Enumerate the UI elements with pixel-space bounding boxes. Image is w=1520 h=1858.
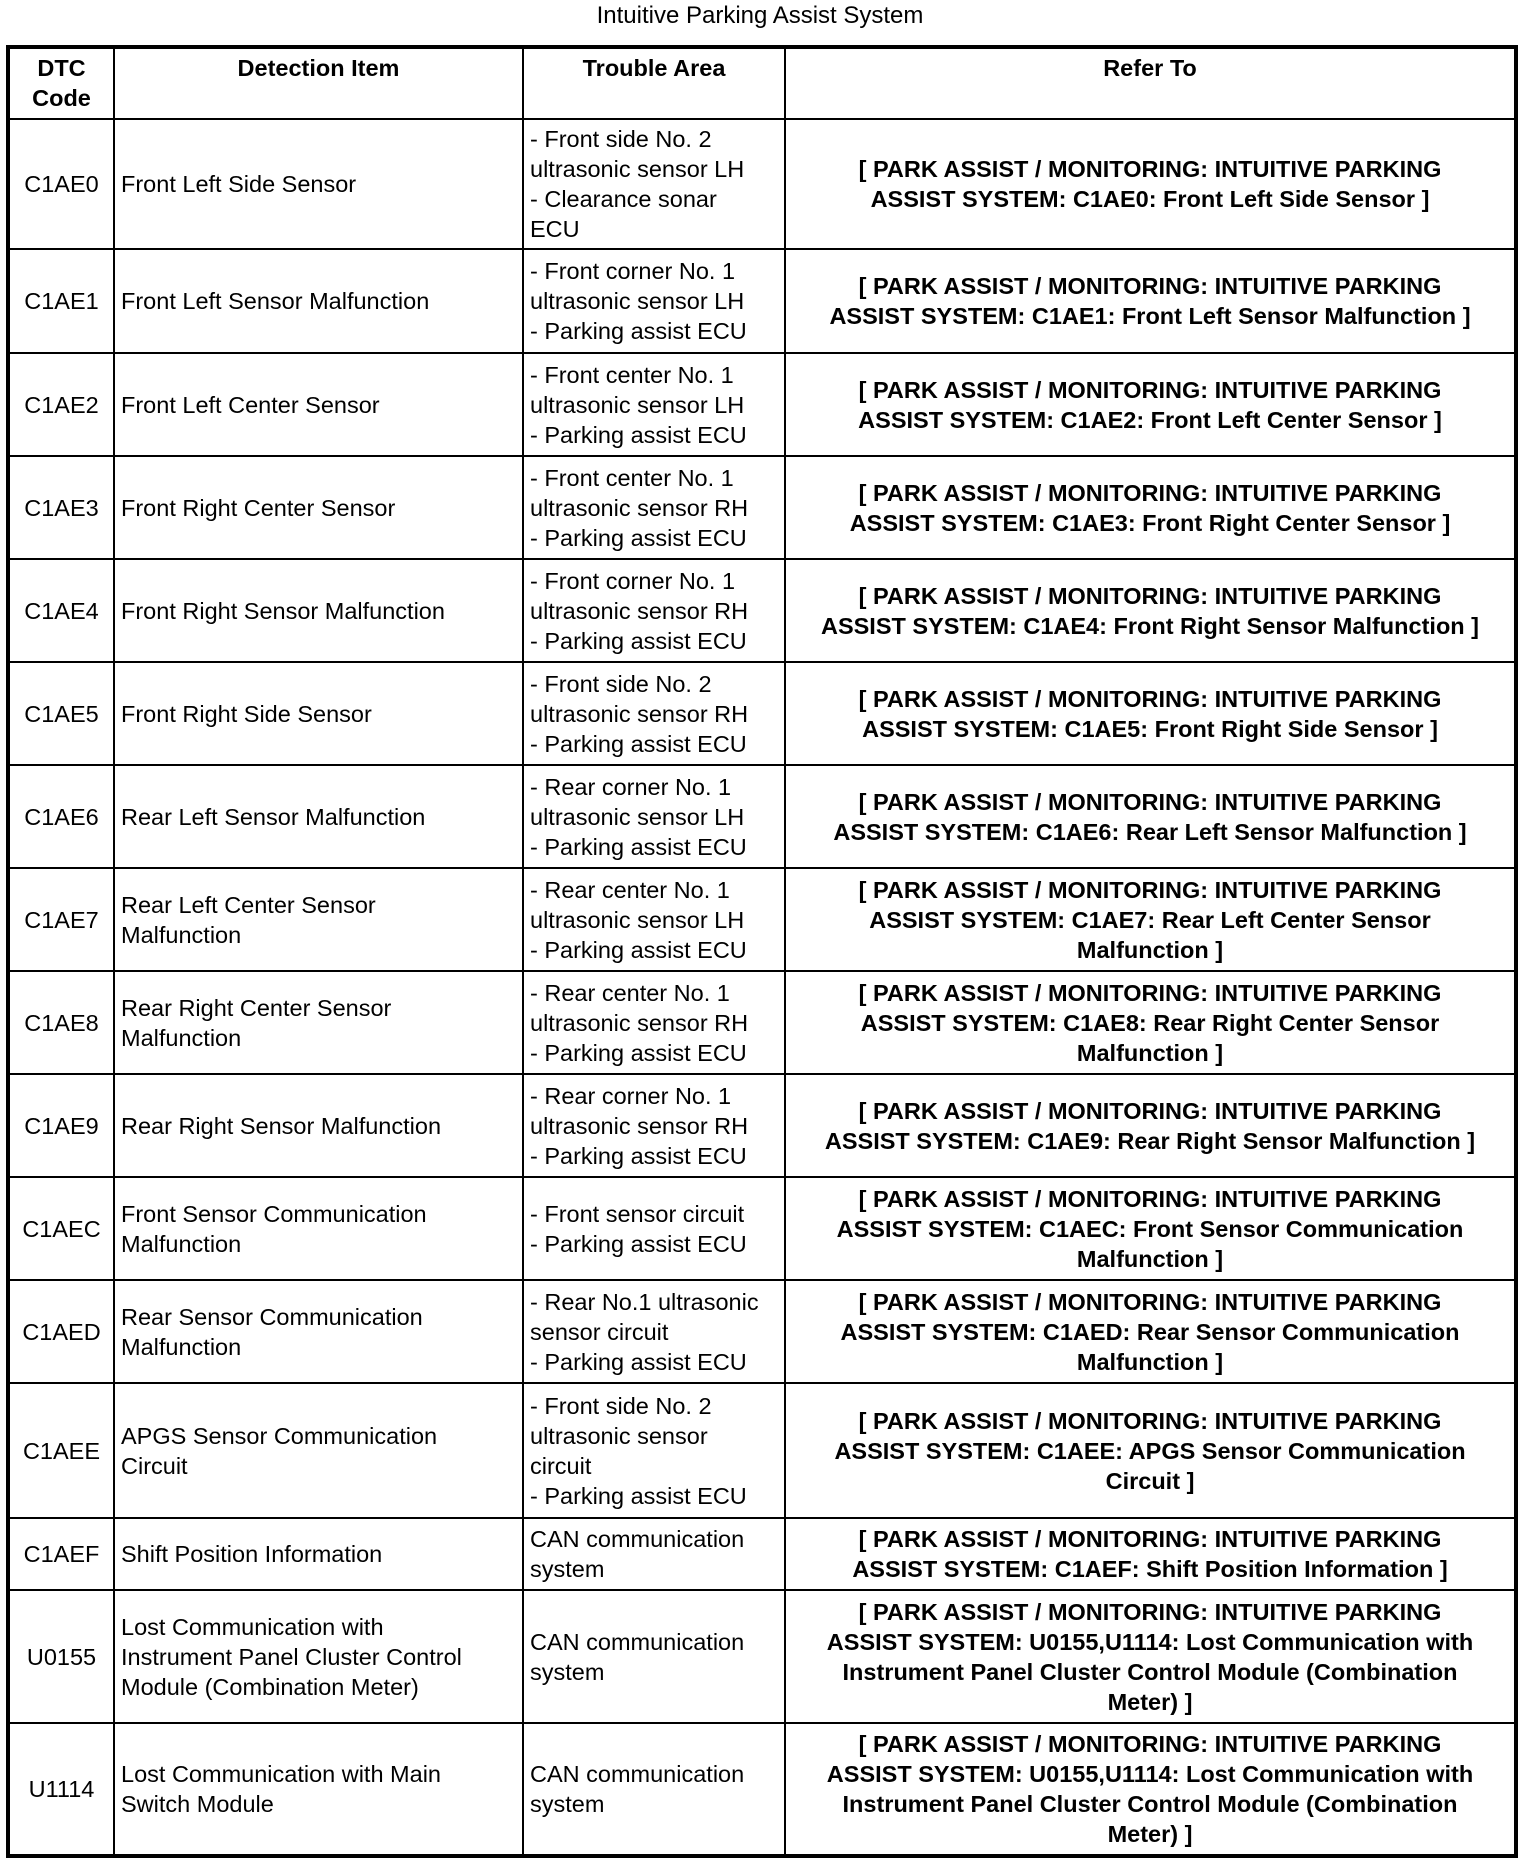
refer-to-line: Malfunction ] bbox=[1076, 1245, 1224, 1272]
detection-item-cell bbox=[114, 765, 523, 868]
refer-to-line: ASSIST SYSTEM: C1AE2: Front Left Center Sensor ] bbox=[858, 406, 1442, 433]
refer-to-line: ASSIST SYSTEM: C1AE0: Front Left Side Sensor ] bbox=[870, 186, 1430, 212]
trouble-area-line: - Parking assist ECU bbox=[530, 730, 747, 757]
trouble-area-line: ECU bbox=[530, 216, 580, 242]
header-row bbox=[8, 47, 1516, 119]
trouble-area-cell bbox=[523, 456, 785, 559]
trouble-area-line: - Parking assist ECU bbox=[530, 318, 747, 344]
trouble-area-line: ultrasonic sensor LH bbox=[530, 803, 745, 830]
refer-to-line: ASSIST SYSTEM: C1AEC: Front Sensor Communication bbox=[836, 1215, 1464, 1242]
dtc-code-cell: U1114 bbox=[8, 1723, 114, 1856]
detection-item-line: Shift Position Information bbox=[121, 1541, 383, 1567]
detection-item-cell bbox=[114, 1280, 523, 1383]
refer-to-cell bbox=[785, 456, 1516, 559]
trouble-area-cell bbox=[523, 249, 785, 353]
refer-to-line: [ PARK ASSIST / MONITORING: INTUITIVE PARKING bbox=[858, 685, 1442, 712]
trouble-area-line: ultrasonic sensor LH bbox=[530, 288, 745, 314]
detection-item-line: Front Right Center Sensor bbox=[121, 494, 396, 521]
refer-to-line: Meter) ] bbox=[1107, 1821, 1193, 1847]
refer-to-line: ASSIST SYSTEM: C1AE5: Front Right Side Sensor ] bbox=[862, 715, 1438, 742]
refer-to-line: [ PARK ASSIST / MONITORING: INTUITIVE PARKING bbox=[858, 1526, 1442, 1552]
trouble-area-cell bbox=[523, 559, 785, 662]
dtc-code-cell: C1AE3 bbox=[8, 456, 114, 559]
refer-to-line: [ PARK ASSIST / MONITORING: INTUITIVE PARKING bbox=[858, 1407, 1442, 1434]
detection-item-line: Front Left Center Sensor bbox=[121, 391, 380, 418]
detection-item-cell bbox=[114, 119, 523, 249]
refer-to-cell bbox=[785, 1280, 1516, 1383]
dtc-code-cell: C1AE2 bbox=[8, 353, 114, 456]
refer-to-line: ASSIST SYSTEM: C1AE8: Rear Right Center Sensor bbox=[860, 1009, 1440, 1036]
trouble-area-line: - Rear No.1 ultrasonic bbox=[530, 1288, 759, 1315]
dtc-code-cell: C1AE1 bbox=[8, 249, 114, 353]
detection-item-cell bbox=[114, 1177, 523, 1280]
table-body bbox=[8, 119, 1516, 1856]
detection-item-line: Front Sensor Communication bbox=[121, 1200, 427, 1227]
detection-item-line: Malfunction bbox=[121, 921, 242, 948]
detection-item-line: Lost Communication with Main bbox=[121, 1761, 441, 1787]
refer-to-cell bbox=[785, 765, 1516, 868]
trouble-area-line: - Clearance sonar bbox=[530, 186, 717, 212]
trouble-area-line: CAN communication bbox=[530, 1526, 745, 1552]
trouble-area-line: - Front center No. 1 bbox=[530, 464, 734, 491]
trouble-area-line: - Parking assist ECU bbox=[530, 833, 747, 860]
detection-item-line: APGS Sensor Communication bbox=[121, 1422, 438, 1449]
refer-to-cell bbox=[785, 868, 1516, 971]
trouble-area-line: ultrasonic sensor LH bbox=[530, 906, 745, 933]
detection-item-line: Rear Left Sensor Malfunction bbox=[121, 803, 426, 830]
refer-to-line: ASSIST SYSTEM: C1AE1: Front Left Sensor Malfunction ] bbox=[829, 303, 1471, 329]
refer-to-line: ASSIST SYSTEM: C1AE4: Front Right Sensor Malfunction ] bbox=[820, 612, 1480, 639]
trouble-area-cell bbox=[523, 1280, 785, 1383]
detection-item-cell bbox=[114, 1590, 523, 1723]
refer-to-cell bbox=[785, 971, 1516, 1074]
dtc-code-cell: C1AE9 bbox=[8, 1074, 114, 1177]
trouble-area-line: ultrasonic sensor bbox=[530, 1422, 708, 1449]
table-row bbox=[8, 1590, 1516, 1723]
refer-to-line: Malfunction ] bbox=[1076, 1348, 1224, 1375]
table-row bbox=[8, 868, 1516, 971]
trouble-area-line: - Rear corner No. 1 bbox=[530, 1082, 732, 1109]
table-row bbox=[8, 559, 1516, 662]
table-row bbox=[8, 1518, 1516, 1590]
detection-item-line: Rear Left Center Sensor bbox=[121, 891, 376, 918]
dtc-code-cell: C1AE7 bbox=[8, 868, 114, 971]
trouble-area-cell bbox=[523, 119, 785, 249]
trouble-area-cell bbox=[523, 1177, 785, 1280]
refer-to-cell bbox=[785, 1723, 1516, 1856]
refer-to-line: ASSIST SYSTEM: U0155,U1114: Lost Communication with bbox=[826, 1761, 1474, 1787]
refer-to-line: [ PARK ASSIST / MONITORING: INTUITIVE PARKING bbox=[858, 479, 1442, 506]
dtc-code-cell: C1AEF bbox=[8, 1518, 114, 1590]
header-dtc-code bbox=[8, 47, 114, 119]
trouble-area-line: - Parking assist ECU bbox=[530, 1482, 747, 1509]
trouble-area-line: - Parking assist ECU bbox=[530, 1230, 747, 1257]
detection-item-cell bbox=[114, 662, 523, 765]
page-title: Intuitive Parking Assist System bbox=[596, 2, 924, 29]
trouble-area-cell bbox=[523, 1383, 785, 1518]
trouble-area-cell bbox=[523, 1590, 785, 1723]
trouble-area-line: - Rear center No. 1 bbox=[530, 876, 730, 903]
trouble-area-line: - Front center No. 1 bbox=[530, 361, 734, 388]
dtc-code-cell: C1AE8 bbox=[8, 971, 114, 1074]
refer-to-cell bbox=[785, 1074, 1516, 1177]
trouble-area-line: sensor circuit bbox=[530, 1318, 669, 1345]
detection-item-line: Module (Combination Meter) bbox=[121, 1673, 419, 1700]
dtc-code-cell: C1AE4 bbox=[8, 559, 114, 662]
table-row bbox=[8, 1177, 1516, 1280]
header-refer-to: Refer To bbox=[785, 47, 1516, 119]
trouble-area-cell bbox=[523, 765, 785, 868]
trouble-area-line: system bbox=[530, 1556, 605, 1582]
detection-item-line: Front Left Side Sensor bbox=[121, 171, 357, 197]
detection-item-line: Instrument Panel Cluster Control bbox=[121, 1643, 462, 1670]
refer-to-line: [ PARK ASSIST / MONITORING: INTUITIVE PARKING bbox=[858, 876, 1442, 903]
detection-item-cell bbox=[114, 249, 523, 353]
header-detection-item: Detection Item bbox=[114, 47, 523, 119]
refer-to-line: [ PARK ASSIST / MONITORING: INTUITIVE PARKING bbox=[858, 979, 1442, 1006]
refer-to-line: ASSIST SYSTEM: C1AEE: APGS Sensor Communication bbox=[834, 1437, 1466, 1464]
detection-item-line: Front Right Sensor Malfunction bbox=[121, 597, 445, 624]
trouble-area-line: ultrasonic sensor RH bbox=[530, 700, 749, 727]
trouble-area-line: - Rear corner No. 1 bbox=[530, 773, 732, 800]
refer-to-line: ASSIST SYSTEM: C1AED: Rear Sensor Communication bbox=[840, 1318, 1460, 1345]
refer-to-line: ASSIST SYSTEM: C1AE3: Front Right Center Sensor ] bbox=[849, 509, 1451, 536]
detection-item-cell bbox=[114, 868, 523, 971]
trouble-area-cell bbox=[523, 868, 785, 971]
refer-to-line: ASSIST SYSTEM: C1AE6: Rear Left Sensor Malfunction ] bbox=[833, 818, 1467, 845]
detection-item-cell bbox=[114, 559, 523, 662]
trouble-area-line: - Parking assist ECU bbox=[530, 936, 747, 963]
table-row bbox=[8, 249, 1516, 353]
dtc-code-cell: C1AE5 bbox=[8, 662, 114, 765]
trouble-area-line: - Front sensor circuit bbox=[530, 1200, 745, 1227]
refer-to-line: [ PARK ASSIST / MONITORING: INTUITIVE PARKING bbox=[858, 1097, 1442, 1124]
table-row bbox=[8, 456, 1516, 559]
refer-to-cell bbox=[785, 559, 1516, 662]
dtc-code-cell: C1AED bbox=[8, 1280, 114, 1383]
refer-to-line: [ PARK ASSIST / MONITORING: INTUITIVE PARKING bbox=[858, 788, 1442, 815]
detection-item-line: Malfunction bbox=[121, 1230, 242, 1257]
dtc-code-cell: C1AEE bbox=[8, 1383, 114, 1518]
trouble-area-cell bbox=[523, 971, 785, 1074]
detection-item-cell bbox=[114, 1383, 523, 1518]
table-row bbox=[8, 119, 1516, 249]
trouble-area-line: - Front side No. 2 bbox=[530, 126, 712, 152]
detection-item-line: Circuit bbox=[121, 1452, 188, 1479]
refer-to-line: [ PARK ASSIST / MONITORING: INTUITIVE PARKING bbox=[858, 1731, 1442, 1757]
dtc-code-cell: C1AEC bbox=[8, 1177, 114, 1280]
detection-item-line: Malfunction bbox=[121, 1333, 242, 1360]
detection-item-line: Front Left Sensor Malfunction bbox=[121, 288, 430, 314]
detection-item-cell bbox=[114, 971, 523, 1074]
dtc-code-cell: C1AE6 bbox=[8, 765, 114, 868]
trouble-area-cell bbox=[523, 1074, 785, 1177]
trouble-area-line: system bbox=[530, 1791, 605, 1817]
trouble-area-line: ultrasonic sensor RH bbox=[530, 494, 749, 521]
trouble-area-line: - Front corner No. 1 bbox=[530, 258, 736, 284]
detection-item-line: Switch Module bbox=[121, 1791, 274, 1817]
refer-to-line: [ PARK ASSIST / MONITORING: INTUITIVE PARKING bbox=[858, 273, 1442, 299]
detection-item-line: Rear Sensor Communication bbox=[121, 1303, 423, 1330]
detection-item-cell bbox=[114, 1723, 523, 1856]
dtc-table bbox=[6, 45, 1518, 1858]
refer-to-line: Meter) ] bbox=[1107, 1688, 1193, 1715]
dtc-code-cell: U0155 bbox=[8, 1590, 114, 1723]
trouble-area-line: ultrasonic sensor RH bbox=[530, 1009, 749, 1036]
refer-to-cell bbox=[785, 249, 1516, 353]
refer-to-line: Malfunction ] bbox=[1076, 1039, 1224, 1066]
detection-item-cell bbox=[114, 456, 523, 559]
detection-item-line: Malfunction bbox=[121, 1024, 242, 1051]
refer-to-cell bbox=[785, 1518, 1516, 1590]
detection-item-line: Rear Right Sensor Malfunction bbox=[121, 1112, 442, 1139]
refer-to-line: [ PARK ASSIST / MONITORING: INTUITIVE PARKING bbox=[858, 582, 1442, 609]
trouble-area-line: - Parking assist ECU bbox=[530, 421, 747, 448]
detection-item-line: Rear Right Center Sensor bbox=[121, 994, 392, 1021]
refer-to-line: ASSIST SYSTEM: U0155,U1114: Lost Communication with bbox=[826, 1628, 1474, 1655]
trouble-area-cell bbox=[523, 1518, 785, 1590]
refer-to-cell bbox=[785, 119, 1516, 249]
detection-item-cell bbox=[114, 353, 523, 456]
detection-item-cell bbox=[114, 1518, 523, 1590]
trouble-area-cell bbox=[523, 662, 785, 765]
trouble-area-line: - Parking assist ECU bbox=[530, 627, 747, 654]
trouble-area-cell bbox=[523, 1723, 785, 1856]
table-row bbox=[8, 1280, 1516, 1383]
trouble-area-line: CAN communication bbox=[530, 1628, 745, 1655]
refer-to-line: [ PARK ASSIST / MONITORING: INTUITIVE PARKING bbox=[858, 1185, 1442, 1212]
refer-to-line: [ PARK ASSIST / MONITORING: INTUITIVE PARKING bbox=[858, 376, 1442, 403]
trouble-area-line: - Parking assist ECU bbox=[530, 1142, 747, 1169]
detection-item-cell bbox=[114, 1074, 523, 1177]
refer-to-cell bbox=[785, 1383, 1516, 1518]
trouble-area-line: CAN communication bbox=[530, 1761, 745, 1787]
refer-to-cell bbox=[785, 1590, 1516, 1723]
trouble-area-line: - Front side No. 2 bbox=[530, 670, 712, 697]
refer-to-line: ASSIST SYSTEM: C1AE7: Rear Left Center Sensor bbox=[869, 906, 1431, 933]
refer-to-cell bbox=[785, 1177, 1516, 1280]
trouble-area-line: ultrasonic sensor LH bbox=[530, 391, 745, 418]
trouble-area-cell bbox=[523, 353, 785, 456]
refer-to-line: Malfunction ] bbox=[1076, 936, 1224, 963]
table-row bbox=[8, 1383, 1516, 1518]
trouble-area-line: - Front corner No. 1 bbox=[530, 567, 736, 594]
refer-to-cell bbox=[785, 353, 1516, 456]
trouble-area-line: - Front side No. 2 bbox=[530, 1392, 712, 1419]
trouble-area-line: ultrasonic sensor LH bbox=[530, 156, 745, 182]
refer-to-line: [ PARK ASSIST / MONITORING: INTUITIVE PARKING bbox=[858, 1288, 1442, 1315]
refer-to-line: [ PARK ASSIST / MONITORING: INTUITIVE PARKING bbox=[858, 1598, 1442, 1625]
header-trouble-area: Trouble Area bbox=[523, 47, 785, 119]
refer-to-line: Instrument Panel Cluster Control Module (Combination bbox=[842, 1658, 1458, 1685]
table-row bbox=[8, 662, 1516, 765]
header-dtc-code-line: DTC bbox=[37, 55, 86, 81]
table-row bbox=[8, 765, 1516, 868]
trouble-area-line: ultrasonic sensor RH bbox=[530, 1112, 749, 1139]
refer-to-line: ASSIST SYSTEM: C1AEF: Shift Position Information ] bbox=[852, 1556, 1448, 1582]
trouble-area-line: ultrasonic sensor RH bbox=[530, 597, 749, 624]
table-row bbox=[8, 353, 1516, 456]
table-row bbox=[8, 1074, 1516, 1177]
trouble-area-line: - Parking assist ECU bbox=[530, 1039, 747, 1066]
dtc-code-cell: C1AE0 bbox=[8, 119, 114, 249]
trouble-area-line: - Parking assist ECU bbox=[530, 524, 747, 551]
detection-item-line: Lost Communication with bbox=[121, 1613, 384, 1640]
detection-item-line: Front Right Side Sensor bbox=[121, 700, 372, 727]
refer-to-line: Circuit ] bbox=[1105, 1467, 1195, 1494]
trouble-area-line: system bbox=[530, 1658, 605, 1685]
trouble-area-line: circuit bbox=[530, 1452, 592, 1479]
table-row bbox=[8, 971, 1516, 1074]
trouble-area-line: - Rear center No. 1 bbox=[530, 979, 730, 1006]
refer-to-line: [ PARK ASSIST / MONITORING: INTUITIVE PARKING bbox=[858, 156, 1442, 182]
header-dtc-code-line: Code bbox=[32, 85, 91, 111]
refer-to-cell bbox=[785, 662, 1516, 765]
trouble-area-line: - Parking assist ECU bbox=[530, 1348, 747, 1375]
refer-to-line: Instrument Panel Cluster Control Module (Combination bbox=[842, 1791, 1458, 1817]
table-row bbox=[8, 1723, 1516, 1856]
refer-to-line: ASSIST SYSTEM: C1AE9: Rear Right Sensor Malfunction ] bbox=[824, 1127, 1476, 1154]
